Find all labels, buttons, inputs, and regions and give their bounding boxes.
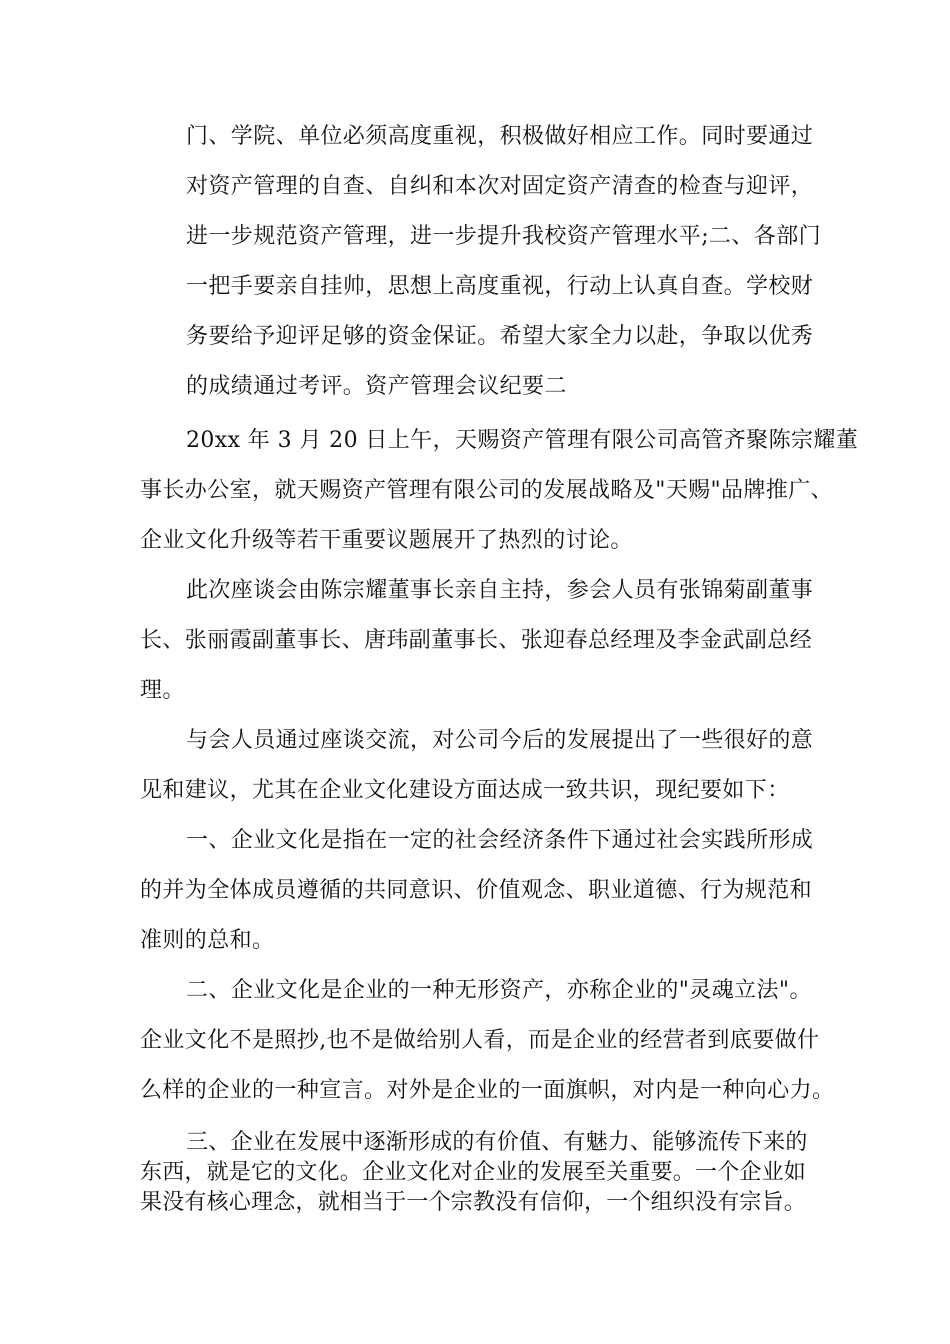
text-line: 长、张丽霞副董事长、唐玮副董事长、张迎春总经理及李金武副总经 (140, 628, 813, 653)
text-line: 果没有核心理念，就相当于一个宗教没有信仰，一个组织没有宗旨。 (140, 1190, 807, 1215)
text-line: 门、学院、单位必须高度重视，积极做好相应工作。同时要通过 (186, 124, 814, 149)
text-line: 事长办公室，就天赐资产管理有限公司的发展战略及"天赐"品牌推广、 (140, 478, 834, 503)
text-line: 三、企业在发展中逐渐形成的有价值、有魅力、能够流传下来的 (186, 1130, 808, 1155)
text-line: 东西，就是它的文化。企业文化对企业的发展至关重要。一个企业如 (140, 1160, 807, 1185)
text-line: 一、企业文化是指在一定的社会经济条件下通过社会实践所形成 (186, 828, 814, 853)
text-line: 理。 (140, 678, 185, 703)
text-line: 二、企业文化是企业的一种无形资产，亦称企业的"灵魂立法"。 (186, 978, 812, 1003)
text-line: 的并为全体成员遵循的共同意识、价值观念、职业道德、行为规范和 (140, 878, 813, 903)
text-line: 进一步规范资产管理，进一步提升我校资产管理水平;二、各部门 (186, 224, 822, 249)
text-line: 么样的企业的一种宣言。对外是企业的一面旗帜，对内是一种向心力。 (140, 1078, 835, 1103)
text-line: 一把手要亲自挂帅，思想上高度重视，行动上认真自查。学校财 (186, 274, 814, 299)
text-line: 的成绩通过考评。资产管理会议纪要二 (186, 374, 567, 399)
text-line: 务要给予迎评足够的资金保证。希望大家全力以赴，争取以优秀 (186, 324, 814, 349)
text-line: 企业文化不是照抄,也不是做给别人看，而是企业的经营者到底要做什 (140, 1028, 820, 1053)
text-line: 准则的总和。 (140, 928, 275, 953)
text-line: 见和建议，尤其在企业文化建设方面达成一致共识，现纪要如下： (140, 778, 790, 803)
text-line: 此次座谈会由陈宗耀董事长亲自主持，参会人员有张锦菊副董事 (186, 578, 814, 603)
text-line: 企业文化升级等若干重要议题展开了热烈的讨论。 (140, 528, 633, 553)
text-line: 20xx 年 3 月 20 日上午，天赐资产管理有限公司高管齐聚陈宗耀董 (186, 428, 859, 453)
text-line: 对资产管理的自查、自纠和本次对固定资产清查的检查与迎评， (186, 174, 814, 199)
text-line: 与会人员通过座谈交流，对公司今后的发展提出了一些很好的意 (186, 728, 814, 753)
